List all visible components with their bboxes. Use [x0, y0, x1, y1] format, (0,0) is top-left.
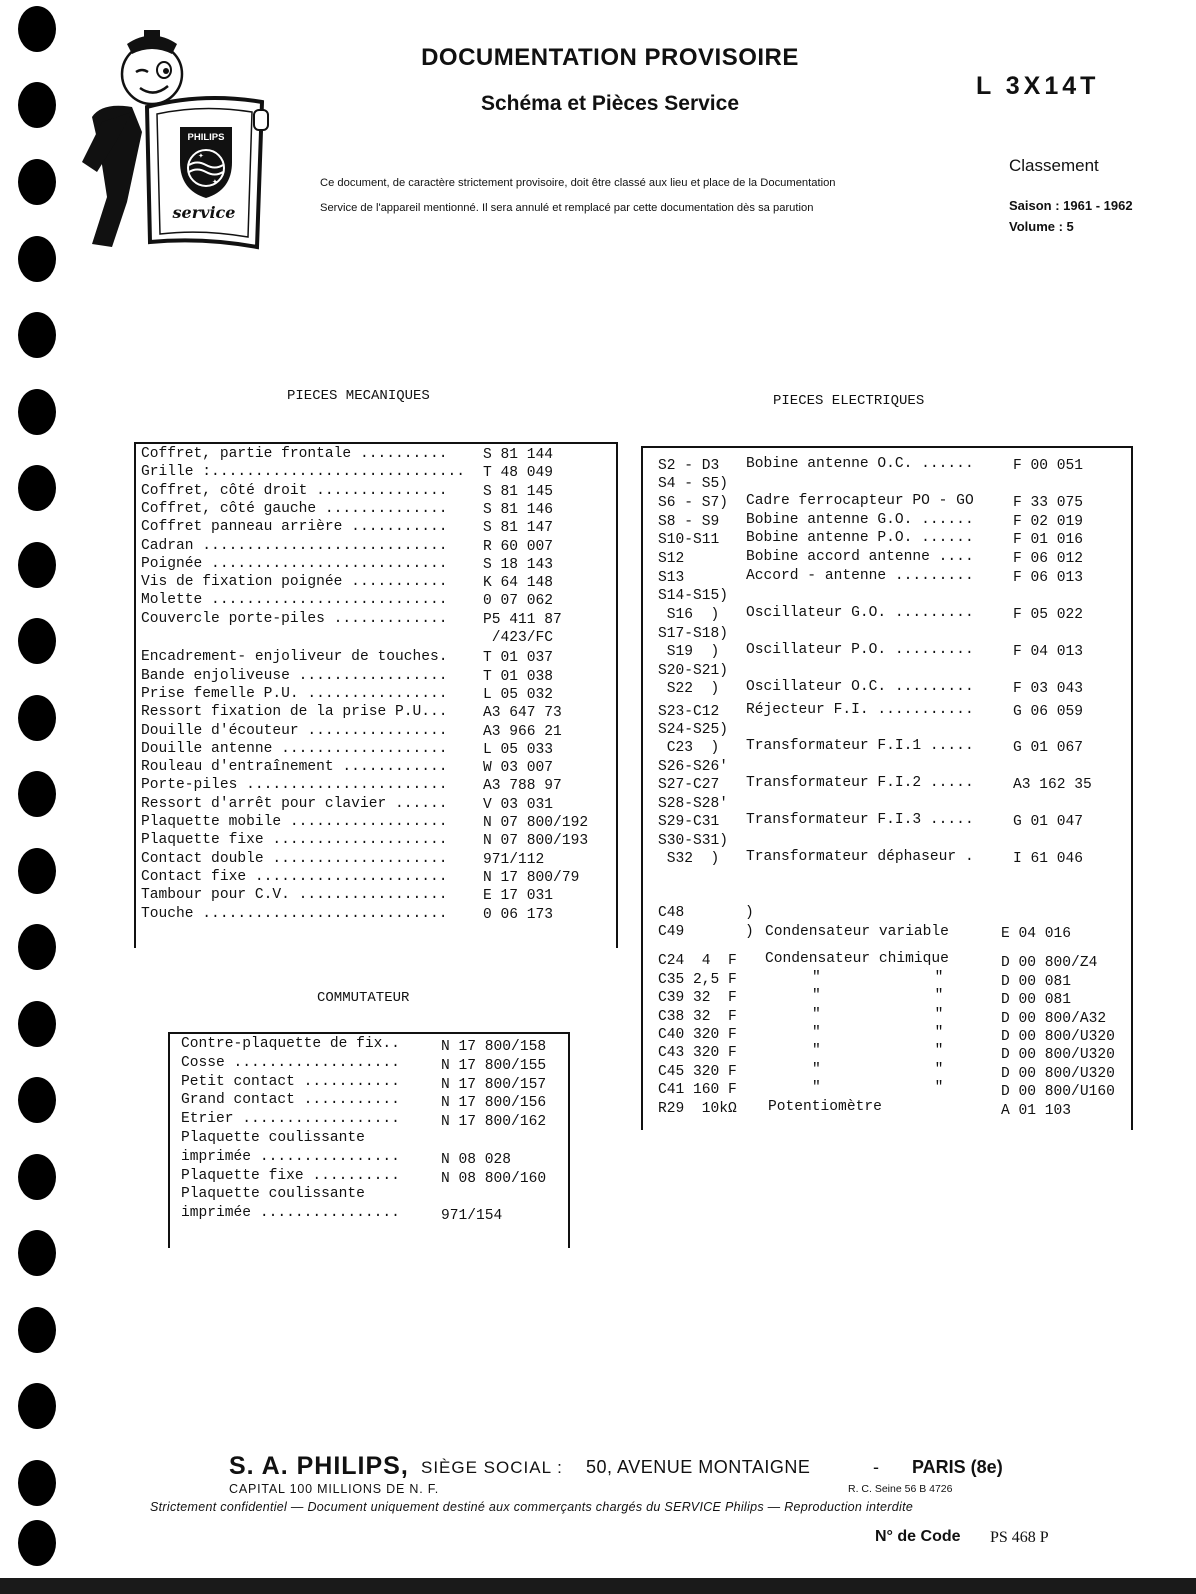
part-code: S 81 145 — [483, 483, 554, 500]
part-reference: C24 4 F — [658, 953, 737, 969]
binder-hole — [18, 848, 56, 894]
part-code: F 33 075 — [1013, 495, 1084, 511]
binder-hole — [18, 6, 56, 52]
part-name: Poignée ........................... — [141, 555, 448, 572]
part-code: E 04 016 — [1001, 926, 1072, 942]
part-code: S 18 143 — [483, 556, 554, 573]
part-code: N 07 800/192 — [483, 815, 589, 831]
part-name: Accord - antenne ......... — [746, 568, 974, 584]
document-code: PS 468 P — [990, 1529, 1049, 1546]
part-reference: C35 2,5 F — [658, 972, 737, 988]
part-code: A3 788 97 — [483, 778, 562, 795]
binder-hole — [18, 389, 56, 435]
part-name: Contact fixe ...................... — [141, 868, 448, 885]
part-code: T 01 037 — [483, 650, 554, 667]
commutateur-title: COMMUTATEUR — [317, 990, 410, 1006]
part-name: Plaquette fixe .......... — [181, 1167, 400, 1184]
part-reference: S20-S21) — [658, 663, 729, 679]
part-code: F 01 016 — [1013, 532, 1084, 548]
part-name: Oscillateur P.O. ......... — [746, 642, 974, 658]
part-code: T 48 049 — [483, 465, 554, 482]
logo-service-text: service — [172, 203, 236, 222]
part-name: Contre-plaquette de fix.. — [181, 1036, 400, 1052]
part-name: Tambour pour C.V. ................. — [141, 887, 448, 904]
scan-bottom-edge — [0, 1578, 1196, 1594]
part-code: A3 162 35 — [1013, 777, 1092, 793]
part-code: T 01 038 — [483, 668, 554, 685]
part-name: " " — [812, 1007, 944, 1023]
saison-label: Saison : 1961 - 1962 — [1009, 198, 1133, 213]
model-number: L 3X14T — [976, 72, 1100, 100]
binder-hole — [18, 1077, 56, 1123]
binder-hole — [18, 1307, 56, 1353]
part-name: " " — [812, 1062, 944, 1078]
part-name: Plaquette coulissante — [181, 1130, 365, 1146]
part-code: V 03 031 — [483, 796, 554, 813]
part-code: D 00 081 — [1001, 992, 1072, 1008]
part-name: Plaquette mobile .................. — [141, 814, 448, 830]
code-label: N° de Code — [875, 1528, 961, 1545]
part-name: Plaquette fixe .................... — [141, 832, 448, 849]
part-name: Grille :............................. — [141, 464, 466, 481]
part-reference: S17-S18) — [658, 626, 729, 642]
brace: ) — [745, 924, 754, 940]
part-name: Transformateur déphaseur . — [746, 849, 974, 865]
part-reference: C23 ) — [658, 740, 720, 756]
part-name: Porte-piles ....................... — [141, 777, 448, 794]
company-rc: R. C. Seine 56 B 4726 — [848, 1483, 953, 1495]
part-name: Couvercle porte-piles ............. — [141, 610, 448, 627]
part-code: D 00 081 — [1001, 974, 1072, 990]
part-code: F 05 022 — [1013, 607, 1084, 623]
part-name: Vis de fixation poignée ........... — [141, 574, 448, 591]
part-code: N 17 800/155 — [441, 1057, 547, 1074]
part-code: 971/154 — [441, 1208, 503, 1225]
part-name: Contact double .................... — [141, 850, 448, 867]
part-name: " " — [812, 1080, 944, 1096]
binder-hole — [18, 1383, 56, 1429]
binder-hole — [18, 618, 56, 664]
part-code: S 81 147 — [483, 520, 554, 537]
part-name: Touche ............................ — [141, 905, 448, 922]
company-city: PARIS (8e) — [912, 1457, 1003, 1477]
part-reference: S27-C27 — [658, 777, 720, 793]
part-name: Encadrement- enjoliveur de touches. — [141, 649, 448, 666]
svg-text:✦: ✦ — [198, 153, 204, 160]
binder-hole — [18, 924, 56, 970]
company-address: 50, AVENUE MONTAIGNE — [586, 1457, 811, 1477]
part-reference: S12 — [658, 551, 685, 567]
part-code: A3 966 21 — [483, 723, 562, 740]
part-name: Cadre ferrocapteur PO - GO — [746, 493, 974, 509]
part-reference: C41 160 F — [658, 1082, 737, 1098]
part-reference: S28-S28' — [658, 796, 729, 812]
part-code: N 17 800/79 — [483, 869, 580, 886]
part-reference: S30-S31) — [658, 833, 729, 849]
part-code: L 05 032 — [483, 686, 554, 703]
part-code: W 03 007 — [483, 760, 554, 777]
part-code: R 60 007 — [483, 538, 554, 555]
part-reference: C49 — [658, 924, 685, 940]
binder-hole — [18, 1230, 56, 1276]
part-reference: S22 ) — [658, 681, 720, 697]
part-name: Bobine accord antenne .... — [746, 549, 974, 565]
document-title: DOCUMENTATION PROVISOIRE — [421, 44, 799, 71]
part-name: Bobine antenne P.O. ...... — [746, 530, 974, 546]
part-name: " " — [812, 1025, 944, 1041]
part-reference: C39 32 F — [658, 990, 737, 1006]
binder-hole — [18, 159, 56, 205]
binder-hole — [18, 542, 56, 588]
part-name: Potentiomètre — [768, 1099, 882, 1115]
part-name: Transformateur F.I.1 ..... — [746, 738, 974, 754]
part-name: Oscillateur O.C. ......... — [746, 679, 974, 695]
part-reference: S24-S25) — [658, 722, 729, 738]
binder-hole — [18, 236, 56, 282]
part-code: D 00 800/U160 — [1001, 1084, 1115, 1100]
part-reference: R29 10kΩ — [658, 1101, 737, 1117]
document-subtitle: Schéma et Pièces Service — [480, 92, 739, 115]
part-name: Douille d'écouteur ................ — [141, 722, 448, 739]
part-reference: C38 32 F — [658, 1009, 737, 1025]
binder-holes — [18, 0, 58, 1594]
part-code: 971/112 — [483, 851, 545, 868]
part-name: Réjecteur F.I. ........... — [746, 702, 974, 718]
part-code: N 07 800/193 — [483, 833, 589, 850]
part-code: F 06 012 — [1013, 551, 1084, 567]
part-code: 0 07 062 — [483, 593, 554, 610]
part-name: Coffret, côté gauche .............. — [141, 500, 448, 517]
address-separator: - — [873, 1457, 879, 1477]
binder-hole — [18, 1154, 56, 1200]
part-reference: S16 ) — [658, 607, 720, 623]
part-code: D 00 800/U320 — [1001, 1047, 1115, 1063]
confidential-notice: Strictement confidentiel — Document uniquement destiné aux commerçants chargés du SERVICE Philips — Reproduction interdite — [150, 1500, 914, 1514]
company-capital: CAPITAL 100 MILLIONS DE N. F. — [229, 1482, 440, 1496]
part-name: Condensateur chimique — [765, 951, 949, 967]
part-name: imprimée ................ — [181, 1205, 400, 1222]
logo-brand-text: PHILIPS — [187, 132, 225, 143]
part-code: N 17 800/162 — [441, 1114, 547, 1131]
part-code: E 17 031 — [483, 888, 554, 905]
philips-service-mascot — [72, 22, 292, 252]
part-name: Molette ........................... — [141, 592, 448, 609]
part-reference: S4 - S5) — [658, 476, 729, 492]
classement-label: Classement — [1009, 156, 1099, 175]
provisional-notice — [320, 171, 940, 221]
part-code: N 08 800/160 — [441, 1170, 547, 1187]
part-code: G 01 067 — [1013, 740, 1084, 756]
part-code: S 81 144 — [483, 447, 554, 463]
part-name: Ressort d'arrêt pour clavier ...... — [141, 795, 448, 812]
siege-label: SIÈGE SOCIAL : — [421, 1458, 563, 1477]
part-name: Grand contact ........... — [181, 1092, 400, 1109]
part-code: N 08 028 — [441, 1151, 512, 1168]
part-reference: C45 320 F — [658, 1064, 737, 1080]
part-code: A 01 103 — [1001, 1103, 1072, 1119]
part-reference: S6 - S7) — [658, 495, 729, 511]
part-code: N 17 800/157 — [441, 1076, 547, 1093]
part-name: Transformateur F.I.2 ..... — [746, 775, 974, 791]
part-reference: S14-S15) — [658, 588, 729, 604]
part-name: " " — [812, 970, 944, 986]
volume-label: Volume : 5 — [1009, 219, 1074, 234]
part-reference: C48 — [658, 905, 685, 921]
part-name: Ressort fixation de la prise P.U... — [141, 704, 448, 721]
part-name: Coffret, côté droit ............... — [141, 482, 448, 499]
part-code: F 02 019 — [1013, 514, 1084, 530]
binder-hole — [18, 1460, 56, 1506]
part-name: Condensateur variable — [765, 924, 949, 940]
classification-block — [1009, 156, 1133, 234]
part-code: I 61 046 — [1013, 851, 1084, 867]
part-code: G 01 047 — [1013, 814, 1084, 830]
brace: ) — [745, 905, 754, 921]
part-code: 0 06 173 — [483, 906, 554, 923]
part-code: D 00 800/Z4 — [1001, 955, 1098, 971]
part-name: " " — [812, 1043, 944, 1059]
part-name: Bande enjoliveuse ................. — [141, 667, 448, 684]
part-code: F 03 043 — [1013, 681, 1084, 697]
part-code: N 17 800/158 — [441, 1039, 547, 1055]
part-name: Cosse ................... — [181, 1054, 400, 1071]
part-reference: S2 - D3 — [658, 458, 720, 474]
part-reference: S10-S11 — [658, 532, 720, 548]
part-code: L 05 033 — [483, 741, 554, 758]
part-code: K 64 148 — [483, 575, 554, 592]
part-reference: S32 ) — [658, 851, 720, 867]
part-name: Prise femelle P.U. ................ — [141, 685, 448, 702]
binder-hole — [18, 465, 56, 511]
part-code: /423/FC — [483, 630, 554, 646]
company-name: S. A. PHILIPS, — [229, 1452, 409, 1480]
part-name: Cadran ............................ — [141, 537, 448, 554]
part-name: Rouleau d'entraînement ............ — [141, 759, 448, 776]
part-code: D 00 800/U320 — [1001, 1066, 1115, 1082]
part-code: D 00 800/A32 — [1001, 1011, 1107, 1027]
part-name: " " — [812, 988, 944, 1004]
mecaniques-title: PIECES MECANIQUES — [287, 388, 430, 404]
part-code: F 06 013 — [1013, 570, 1084, 586]
binder-hole — [18, 695, 56, 741]
part-name: Petit contact ........... — [181, 1073, 400, 1090]
svg-text:✦: ✦ — [212, 179, 218, 186]
binder-hole — [18, 312, 56, 358]
part-reference: S23-C12 — [658, 704, 720, 720]
binder-hole — [18, 771, 56, 817]
part-code: F 04 013 — [1013, 644, 1084, 660]
part-code: P5 411 87 — [483, 611, 562, 628]
part-name: Coffret panneau arrière ........... — [141, 519, 448, 536]
part-name: Etrier .................. — [181, 1111, 400, 1128]
binder-hole — [18, 1520, 56, 1566]
part-name: Bobine antenne G.O. ...... — [746, 512, 974, 528]
part-code: F 00 051 — [1013, 458, 1084, 474]
notice-line: Service de l'appareil mentionné. Il sera annulé et remplacé par cette documentation dès sa parution — [320, 202, 814, 214]
part-name: Bobine antenne O.C. ...... — [746, 456, 974, 472]
part-code: G 06 059 — [1013, 704, 1084, 720]
part-code: S 81 146 — [483, 501, 554, 518]
part-reference: S13 — [658, 570, 685, 586]
part-name: Plaquette coulissante — [181, 1186, 365, 1203]
part-name: Douille antenne ................... — [141, 740, 448, 757]
part-reference: S29-C31 — [658, 814, 720, 830]
part-reference: C40 320 F — [658, 1027, 737, 1043]
binder-hole — [18, 1001, 56, 1047]
notice-line: Ce document, de caractère strictement provisoire, doit être classé aux lieu et place de la Documentation — [320, 177, 836, 189]
part-reference: S8 - S9 — [658, 514, 720, 530]
part-reference: C43 320 F — [658, 1045, 737, 1061]
part-code: A3 647 73 — [483, 705, 562, 722]
part-reference: S26-S26' — [658, 759, 729, 775]
part-name: Oscillateur G.O. ......... — [746, 605, 974, 621]
part-reference: S19 ) — [658, 644, 720, 660]
part-code: N 17 800/156 — [441, 1095, 547, 1112]
part-name: imprimée ................ — [181, 1148, 400, 1165]
part-code: D 00 800/U320 — [1001, 1029, 1115, 1045]
binder-hole — [18, 82, 56, 128]
part-name: Coffret, partie frontale .......... — [141, 446, 448, 462]
part-name: Transformateur F.I.3 ..... — [746, 812, 974, 828]
electriques-title: PIECES ELECTRIQUES — [773, 393, 925, 409]
